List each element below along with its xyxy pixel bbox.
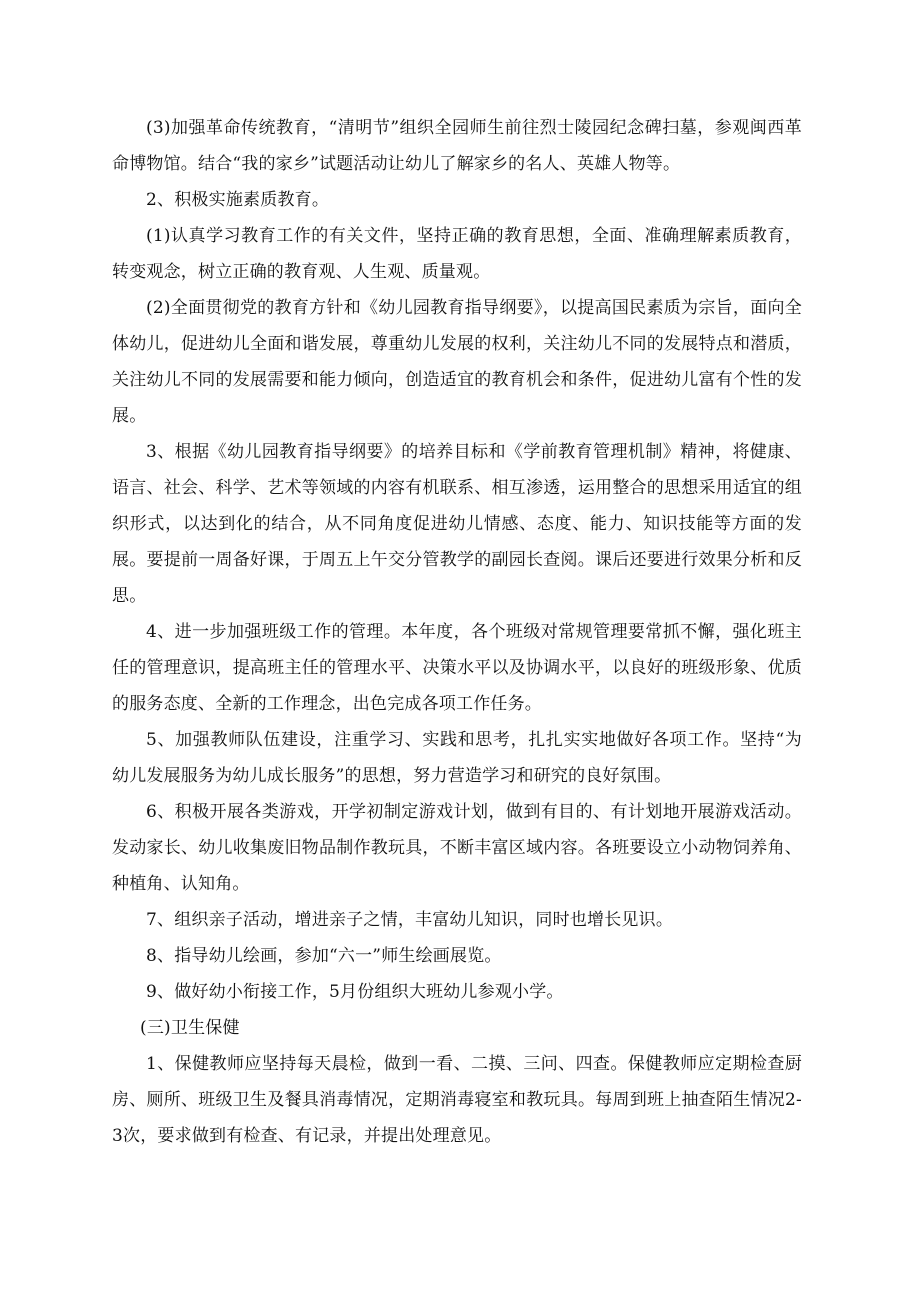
paragraph-revolutionary-education: (3)加强革命传统教育，“清明节”组织全园师生前往烈士陵园纪念碑扫墓，参观闽西革命博物馆。结合“我的家乡”试题活动让幼儿了解家乡的名人、英雄人物等。	[112, 118, 802, 174]
paragraph-class-management: 4、进一步加强班级工作的管理。本年度，各个班级对常规管理要常抓不懈，强化班主任的管理意识，提高班主任的管理水平、决策水平以及协调水平，以良好的班级形象、优质的服务态度、全新的工作理念，出色完成各项工作任务。	[112, 622, 802, 714]
heading-quality-education: 2、积极实施素质教育。	[146, 190, 330, 210]
paragraph-games: 6、积极开展各类游戏，开学初制定游戏计划，做到有目的、有计划地开展游戏活动。发动家长、幼儿收集废旧物品制作教玩具，不断丰富区域内容。各班要设立小动物饲养角、种植角、认知角。	[112, 802, 802, 894]
section-heading-health-care: (三)卫生保健	[140, 1018, 240, 1038]
paragraph-education-policy: (2)全面贯彻党的教育方针和《幼儿园教育指导纲要》，以提高国民素质为宗旨，面向全体幼儿，促进幼儿全面和谐发展，尊重幼儿发展的权利，关注幼儿不同的发展特点和潜质，关注幼儿不同的发展需要和能力倾向，创造适宜的教育机会和条件，促进幼儿富有个性的发展。	[112, 298, 802, 426]
paragraph-health-check: 1、保健教师应坚持每天晨检，做到一看、二摸、三问、四查。保健教师应定期检查厨房、厕所、班级卫生及餐具消毒情况，定期消毒寝室和教玩具。每周到班上抽查陌生情况2-3次，要求做到有检查、有记录，并提出处理意见。	[112, 1054, 802, 1146]
paragraph-teacher-team: 5、加强教师队伍建设，注重学习、实践和思考，扎扎实实地做好各项工作。坚持“为幼儿发展服务为幼儿成长服务”的思想，努力营造学习和研究的良好氛围。	[112, 730, 802, 786]
paragraph-drawing: 8、指导幼儿绘画，参加“六一”师生绘画展览。	[146, 946, 502, 966]
paragraph-transition: 9、做好幼小衔接工作，5月份组织大班幼儿参观小学。	[146, 982, 564, 1002]
paragraph-guidance-outline: 3、根据《幼儿园教育指导纲要》的培养目标和《学前教育管理机制》精神，将健康、语言、社会、科学、艺术等领域的内容有机联系、相互渗透，运用整合的思想采用适宜的组织形式，以达到化的结合，从不同角度促进幼儿情感、态度、能力、知识技能等方面的发展。要提前一周备好课，于周五上午交分管教学的副园长查阅。课后还要进行效果分析和反思。	[112, 442, 802, 606]
paragraph-parent-child: 7、组织亲子活动，增进亲子之情，丰富幼儿知识，同时也增长见识。	[146, 910, 674, 930]
paragraph-study-documents: (1)认真学习教育工作的有关文件，坚持正确的教育思想，全面、准确理解素质教育，转变观念，树立正确的教育观、人生观、质量观。	[112, 226, 802, 282]
